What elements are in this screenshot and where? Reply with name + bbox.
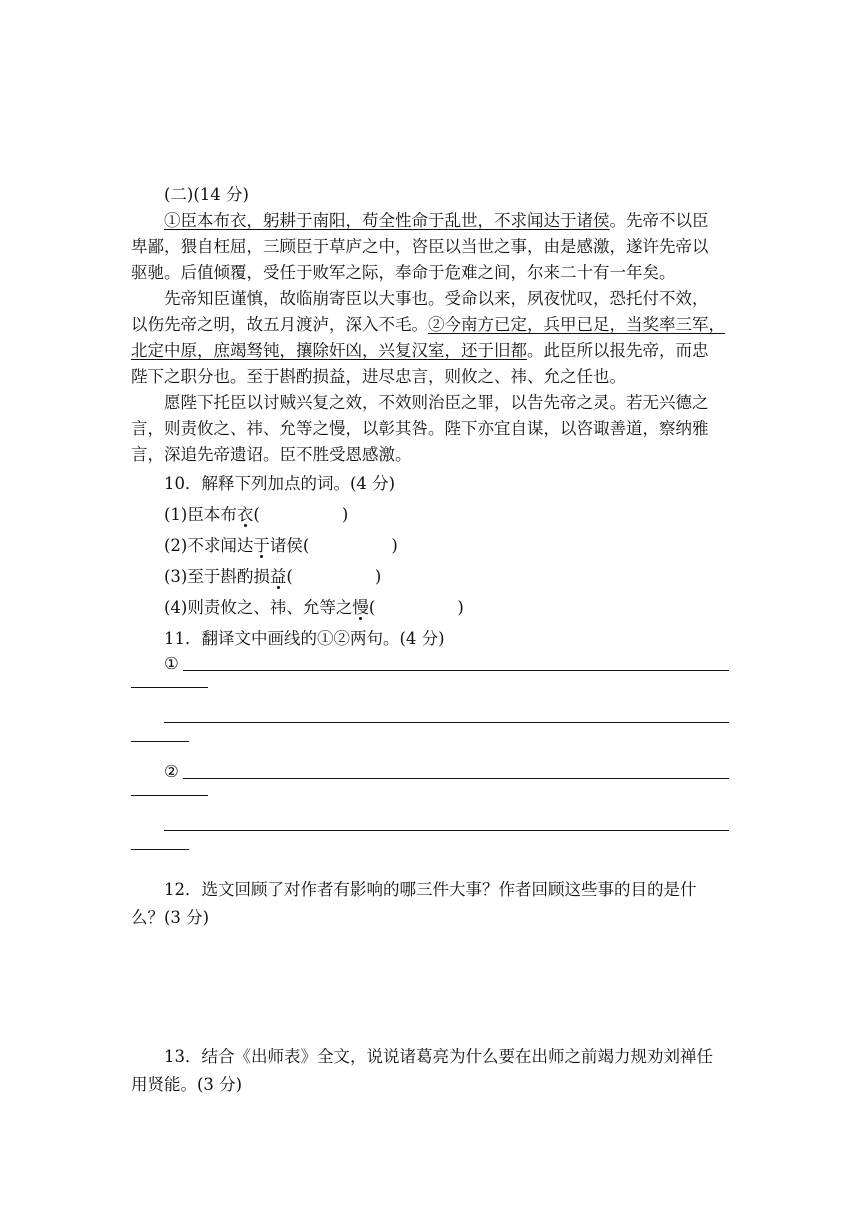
question-12-line-1: 12．选文回顾了对作者有影响的哪三件大事？作者回顾这些事的目的是什 [164,880,697,899]
passage-line: 陛下之职分也。至于斟酌损益，进尽忠言，则攸之、祎、允之任也。 [131,367,626,386]
answer-line-2c[interactable] [131,816,731,843]
answer-line-1a[interactable] [131,654,731,681]
passage-text: 。此臣所以报先帝，而忠 [527,341,709,360]
passage-line [131,208,731,234]
question-13-line-2: 用贤能。(3 分) [131,1075,243,1094]
passage-line: 先帝知臣谨慎，故临崩寄臣以大事也。受命以来，夙夜忧叹，恐托付不效， [164,289,709,308]
answer-line-2a[interactable] [131,762,731,789]
marker-2: ② [164,762,179,781]
answer-line-2d[interactable] [131,843,731,870]
question-10-item-4: (4)则责攸之、祎、允等之慢( ) [164,598,464,617]
question-10-stem: 10．解释下列加点的词。(4 分) [164,474,396,493]
question-10-item-3: (3)至于斟酌损益( ) [164,567,382,586]
dotted-char: 衣 [236,505,254,524]
passage-line: 愿陛下托臣以讨贼兴复之效，不效则治臣之罪，以告先帝之灵。若无兴德之 [164,393,709,412]
answer-line-2b[interactable] [131,789,731,816]
underlined-sentence-2-part-1: ②今南方已定，兵甲已足，当奖率三军， [428,315,725,334]
marker-1: ① [164,654,179,673]
answer-line-1d[interactable] [131,735,731,762]
passage-text: 以伤先帝之明，故五月渡泸，深入不毛。 [131,315,428,334]
passage-text: 。先帝不以臣 [609,211,709,230]
question-12-line-2: 么？(3 分) [131,908,210,927]
question-10-item-1: (1)臣本布衣( ) [164,505,349,524]
underlined-sentence-2-part-2: 北定中原，庶竭驽钝，攘除奸凶，兴复汉室，还于旧都 [131,341,527,360]
answer-line-1c[interactable] [131,708,731,735]
answer-space-12[interactable] [131,932,731,1043]
passage-line: 言，深追先帝遗诏。臣不胜受恩感激。 [131,445,412,464]
question-13-line-1: 13．结合《出师表》全文，说说诸葛亮为什么要在出师之前竭力规劝刘禅任 [164,1047,713,1066]
section-heading: (二)(14 分) [164,185,249,204]
dotted-char: 于 [253,536,270,555]
underlined-sentence-1: ①臣本布衣，躬耕于南阳，苟全性命于乱世，不求闻达于诸侯 [164,211,610,230]
passage-line [131,338,731,364]
answer-line-1b[interactable] [131,681,731,708]
question-11-stem: 11．翻译文中画线的①②两句。(4 分) [164,629,445,648]
dotted-char: 慢 [352,598,369,617]
exam-page [131,182,731,1099]
dotted-char: 益 [269,567,287,586]
passage-line [131,312,731,338]
passage-line: 驱驰。后值倾覆，受任于败军之际，奉命于危难之间，尔来二十有一年矣。 [131,263,676,282]
passage-line: 卑鄙，猥自枉屈，三顾臣于草庐之中，咨臣以当世之事，由是感激，遂许先帝以 [131,237,709,256]
question-10-item-2: (2)不求闻达于诸侯( ) [164,536,398,555]
passage-line: 言，则责攸之、祎、允等之慢，以彰其咎。陛下亦宜自谋，以咨诹善道，察纳雅 [131,419,709,438]
